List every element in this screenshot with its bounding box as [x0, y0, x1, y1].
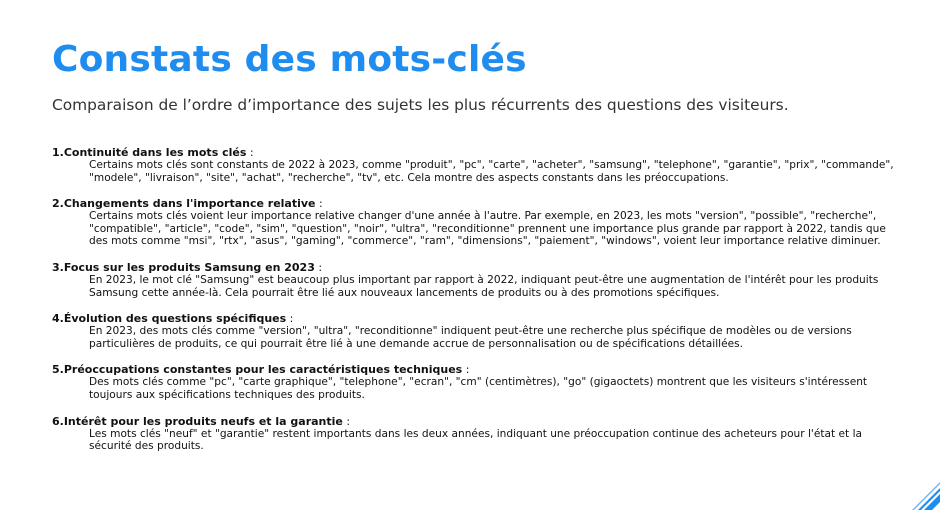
findings-list [52, 146, 902, 466]
page-title: Constats des mots-clés [52, 39, 527, 80]
finding-separator: : [286, 312, 294, 326]
corner-stripes-icon [890, 460, 940, 510]
finding-item-1 [52, 146, 902, 184]
finding-body: Des mots clés comme "pc", "carte graphique", "telephone", "ecran", "cm" (centimètres), "go" (gigaoctets) montrent que les visiteurs s'intéressent toujours aux spécifications techniques des produits. [89, 376, 868, 401]
finding-item-3 [52, 261, 902, 299]
finding-title: 1.Continuité dans les mots clés [52, 146, 247, 159]
finding-separator: : [246, 146, 254, 159]
finding-heading [52, 146, 902, 159]
finding-title: 3.Focus sur les produits Samsung en 2023 [52, 260, 315, 274]
finding-title: 5.Préoccupations constantes pour les caractéristiques techniques [52, 363, 463, 377]
page-subtitle: Comparaison de l’ordre d’importance des sujets les plus récurrents des questions des visiteurs. [52, 96, 789, 114]
finding-heading [52, 312, 902, 325]
finding-title: 4.Évolution des questions spécifiques [52, 312, 287, 326]
finding-body: Certains mots clés sont constants de 2022 à 2023, comme "produit", "pc", "carte", "acheter", "samsung", "telephone", "garantie", "prix", "commande", "modele", "livraison", "site", "achat", "recherche", "tv", etc. Cela montre des aspects constants dans les préoccupations. [89, 159, 894, 184]
finding-heading [52, 415, 902, 428]
finding-item-5 [52, 363, 902, 401]
finding-heading [52, 197, 902, 210]
finding-body: Certains mots clés voient leur importance relative changer d'une année à l'autre. Par exemple, en 2023, les mots "version", "possible", "recherche", "compatible", "article", "code", "sim", "question", "noir", "ultra", "reconditionne" prennent une importance plus grande par rapport à 2022, tandis que des mots comme "msi", "rtx", "asus", "gaming", "commerce", "ram", "dimensions", "paiement", "windows", voient leur importance relative diminuer. [89, 210, 886, 248]
finding-heading [52, 261, 902, 274]
finding-title: 6.Intérêt pour les produits neufs et la garantie [52, 414, 343, 428]
finding-item-4 [52, 312, 902, 350]
finding-body: En 2023, des mots clés comme "version", "ultra", "reconditionne" indiquent peut-être une recherche plus spécifique de modèles ou de versions particulières de produits, ce qui pourrait être lié à une demande accrue de personnalisation ou de spécifications détaillées. [89, 325, 852, 350]
finding-title: 2.Changements dans l'importance relative [52, 197, 316, 211]
finding-item-2 [52, 197, 902, 248]
finding-separator: : [315, 197, 323, 211]
corner-stripes-decoration [890, 460, 940, 510]
finding-item-6 [52, 415, 902, 453]
finding-heading [52, 363, 902, 376]
finding-body: En 2023, le mot clé "Samsung" est beaucoup plus important par rapport à 2022, indiquant peut-être une augmentation de l'intérêt pour les produits Samsung cette année-là. Cela pourrait être lié aux nouveaux lancements de produits ou à des promotions spécifiques. [89, 273, 879, 299]
finding-separator: : [462, 363, 470, 377]
finding-separator: : [342, 414, 351, 428]
finding-body: Les mots clés "neuf" et "garantie" restent importants dans les deux années, indiquant une préoccupation continue des acheteurs pour l'état et la sécurité des produits. [89, 427, 863, 453]
finding-separator: : [314, 260, 323, 274]
